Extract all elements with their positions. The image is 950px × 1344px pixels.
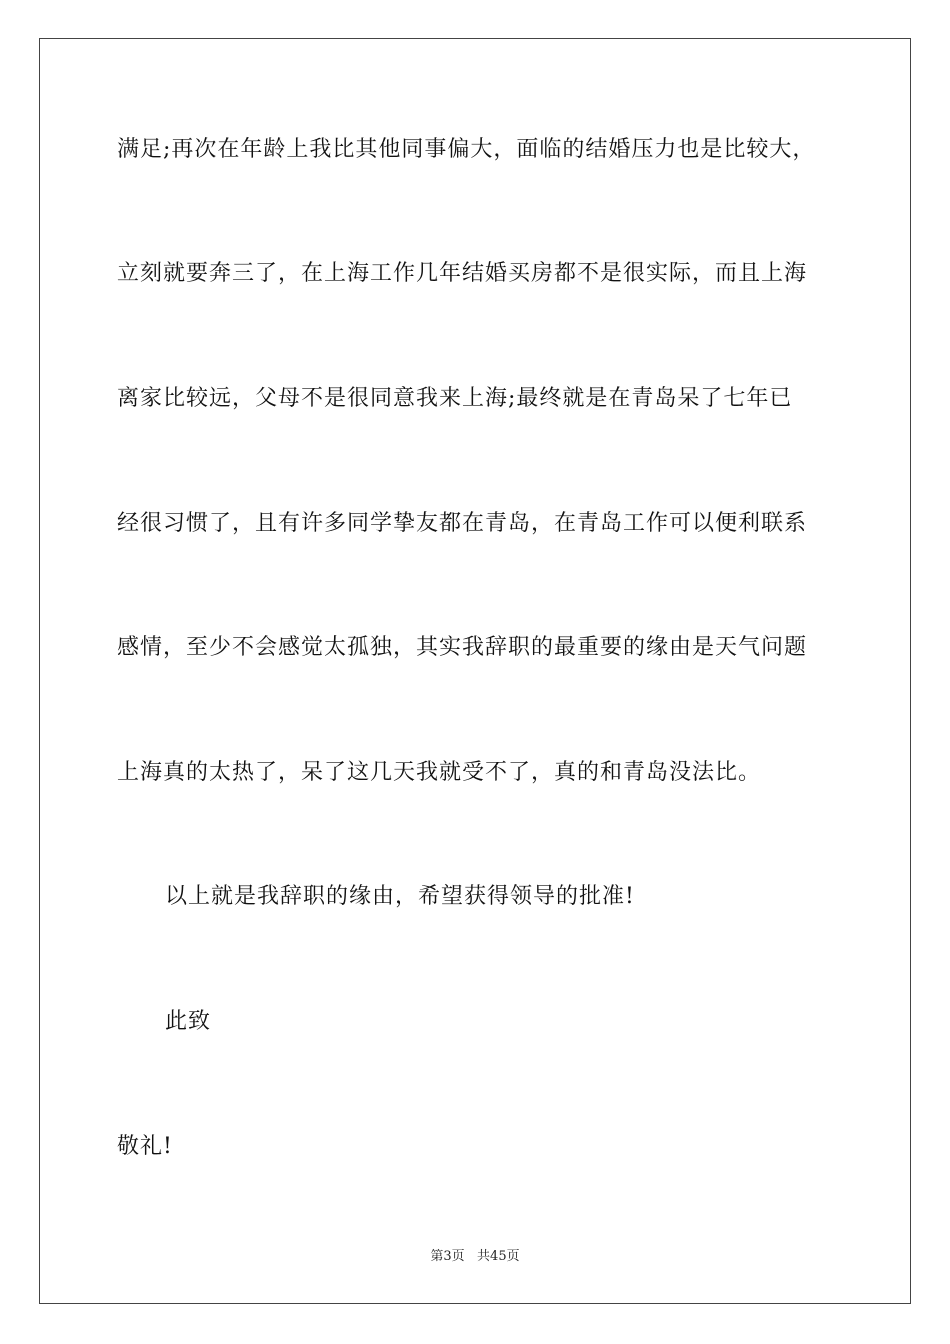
salutation-jingli: 敬礼! bbox=[117, 1134, 173, 1159]
body-line-1: 满足;再次在年龄上我比其他同事偏大，面临的结婚压力也是比较大， bbox=[117, 137, 816, 162]
closing-paragraph: 以上就是我辞职的缘由，希望获得领导的批准! bbox=[165, 884, 635, 909]
page-border bbox=[39, 38, 911, 1304]
body-line-4: 经很习惯了，且有许多同学挚友都在青岛，在青岛工作可以便利联系 bbox=[117, 511, 808, 536]
page-number-footer: 第3页 共45页 bbox=[430, 1249, 520, 1264]
body-line-5: 感情，至少不会感觉太孤独，其实我辞职的最重要的缘由是天气问题 bbox=[117, 635, 808, 660]
salutation-cizhi: 此致 bbox=[165, 1009, 212, 1034]
body-line-3: 离家比较远，父母不是很同意我来上海;最终就是在青岛呆了七年已 bbox=[117, 386, 793, 411]
body-line-2: 立刻就要奔三了，在上海工作几年结婚买房都不是很实际，而且上海 bbox=[117, 261, 808, 286]
body-line-6: 上海真的太热了，呆了这几天我就受不了，真的和青岛没法比。 bbox=[117, 760, 762, 785]
